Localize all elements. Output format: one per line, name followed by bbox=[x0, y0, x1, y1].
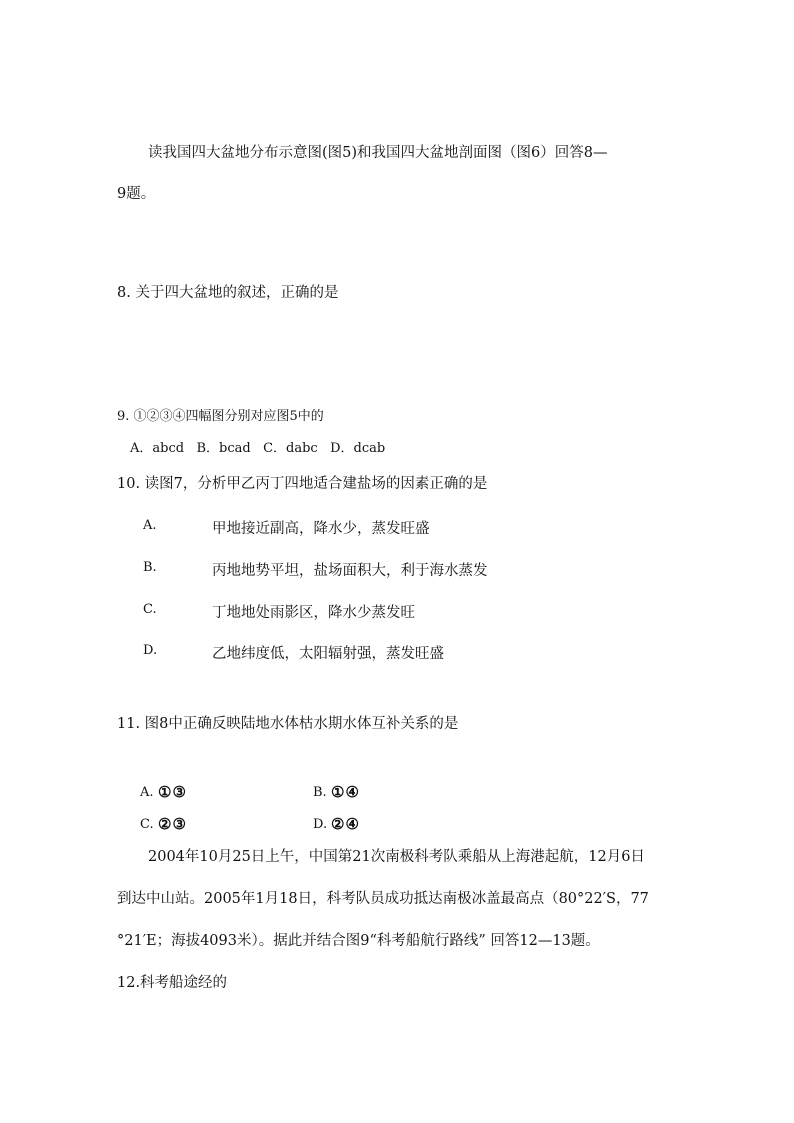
passage-line-1: 2004年10月25日上午，中国第21次南极科考队乘船从上海港起航，12月6日 bbox=[148, 849, 645, 865]
option-text: 丙地地势平坦，盐场面积大，利于海水蒸发 bbox=[212, 563, 488, 579]
option-letter: A. bbox=[140, 785, 154, 800]
option-letter: D. bbox=[143, 643, 158, 658]
question-9-options: A．abcd B．bcad C．dabc D．dcab bbox=[130, 441, 386, 456]
option-letter: B. bbox=[143, 560, 157, 575]
intro-line-1: 读我国四大盆地分布示意图(图5)和我国四大盆地剖面图（图6）回答8— bbox=[148, 145, 608, 161]
option-letter: D. bbox=[313, 817, 328, 832]
option-text: ①④ bbox=[331, 783, 360, 801]
option-letter: C. bbox=[143, 602, 157, 617]
question-10: 10. 读图7，分析甲乙丙丁四地适合建盐场的因素正确的是 bbox=[117, 476, 488, 492]
intro-line-2: 9题。 bbox=[117, 186, 156, 202]
option-text: ①③ bbox=[158, 783, 187, 801]
passage-line-3: °21′E；海拔4093米）。据此并结合图9“科考船航行路线” 回答12—13题。 bbox=[117, 933, 600, 949]
option-letter: A. bbox=[143, 518, 157, 533]
option-letter: C. bbox=[140, 817, 154, 832]
option-text: 乙地纬度低，太阳辐射强，蒸发旺盛 bbox=[212, 646, 444, 662]
question-9: 9. ①②③④四幅图分别对应图5中的 bbox=[117, 409, 324, 424]
option-text: ②④ bbox=[331, 815, 360, 833]
option-text: ②③ bbox=[158, 815, 187, 833]
question-11: 11. 图8中正确反映陆地水体枯水期水体互补关系的是 bbox=[117, 716, 459, 732]
question-12: 12.科考船途经的 bbox=[117, 975, 228, 991]
option-text: 丁地地处雨影区，降水少蒸发旺 bbox=[212, 605, 415, 621]
question-8: 8. 关于四大盆地的叙述，正确的是 bbox=[117, 285, 339, 301]
passage-line-2: 到达中山站。2005年1月18日，科考队员成功抵达南极冰盖最高点（80°22′S，77 bbox=[117, 891, 649, 907]
option-letter: B. bbox=[313, 785, 327, 800]
option-text: 甲地接近副高，降水少，蒸发旺盛 bbox=[212, 521, 430, 537]
